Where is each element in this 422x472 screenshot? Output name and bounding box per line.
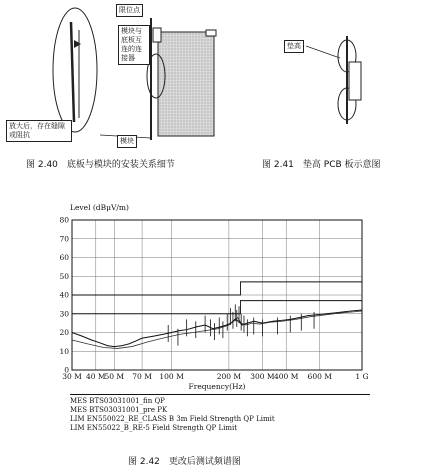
- callout-connector: 模块与底板互连的连接器: [118, 25, 150, 65]
- y-tick-label: 50: [59, 271, 69, 281]
- callout-pad: 垫高: [284, 40, 304, 53]
- legend-item: MES BTS03031001_pre PK: [70, 406, 168, 414]
- zoom-ellipse: [53, 8, 97, 132]
- x-tick-label: 1 G: [355, 372, 369, 381]
- figure-2-40: [0, 0, 230, 170]
- x-tick-label: 70 M: [132, 372, 152, 381]
- legend-item: MES BTS03031001_fin QP: [70, 397, 165, 405]
- chart-legend: [70, 394, 370, 433]
- legend-item: LIM EN550022_RE_CLASS B 3m Field Strength QP Limit: [70, 415, 275, 423]
- limit-stop: [153, 28, 161, 42]
- emission-spikes: [168, 304, 314, 345]
- y-axis-label: Level (dBμV/m): [70, 203, 129, 212]
- figure-2-42-caption: 图 2.42 更改后测试频谱图: [128, 457, 241, 467]
- module-body: [158, 32, 214, 136]
- y-tick-label: 60: [59, 253, 69, 262]
- x-tick-label: 100 M: [159, 372, 184, 381]
- data-series: [72, 310, 362, 348]
- y-tick-labels: [59, 216, 69, 375]
- callout-module: 模块: [117, 135, 137, 148]
- y-tick-label: 80: [59, 215, 69, 225]
- raised-module: [349, 62, 361, 100]
- module-edge-line: [71, 22, 74, 122]
- x-tick-label: 50 M: [104, 372, 125, 381]
- x-tick-label: 400 M: [274, 372, 299, 381]
- x-tick-label: 600 M: [307, 372, 332, 381]
- spectrum-chart: [40, 196, 382, 392]
- legend-item: LIM EN55022_B_RE-5 Field Strength QP Limit: [70, 424, 238, 432]
- y-tick-label: 70: [59, 234, 69, 244]
- limit-line: [72, 301, 362, 314]
- y-tick-label: 30: [59, 309, 69, 319]
- module-latch: [206, 30, 216, 36]
- y-tick-label: 20: [59, 328, 69, 337]
- x-tick-label: 40 M: [85, 372, 106, 381]
- x-tick-labels: [62, 372, 368, 381]
- x-tick-label: 30 M: [62, 372, 82, 381]
- limit-lines: [72, 282, 362, 314]
- x-axis-label: Frequency(Hz): [188, 382, 246, 391]
- figure-2-41: [240, 0, 422, 170]
- y-tick-label: 0: [64, 365, 69, 375]
- callout-zoom: 放大后，存在缝隙或阻抗: [6, 120, 72, 142]
- figure-2-41-caption: 图 2.41 垫高 PCB 板示意图: [262, 160, 381, 170]
- x-tick-label: 200 M: [216, 372, 242, 381]
- series-line: [72, 311, 362, 349]
- x-tick-label: 300 M: [250, 372, 275, 381]
- pad-pointer-line: [306, 46, 340, 58]
- figure-2-42: [40, 196, 382, 472]
- y-tick-label: 10: [59, 346, 69, 356]
- callout-limit: 限位点: [116, 4, 143, 17]
- limit-line: [72, 282, 362, 295]
- figure-2-40-caption: 图 2.40 底板与模块的安装关系细节: [26, 160, 175, 170]
- figure-2-41-drawing: [240, 0, 422, 150]
- y-tick-label: 40: [59, 290, 69, 300]
- gap-marker: [74, 40, 81, 48]
